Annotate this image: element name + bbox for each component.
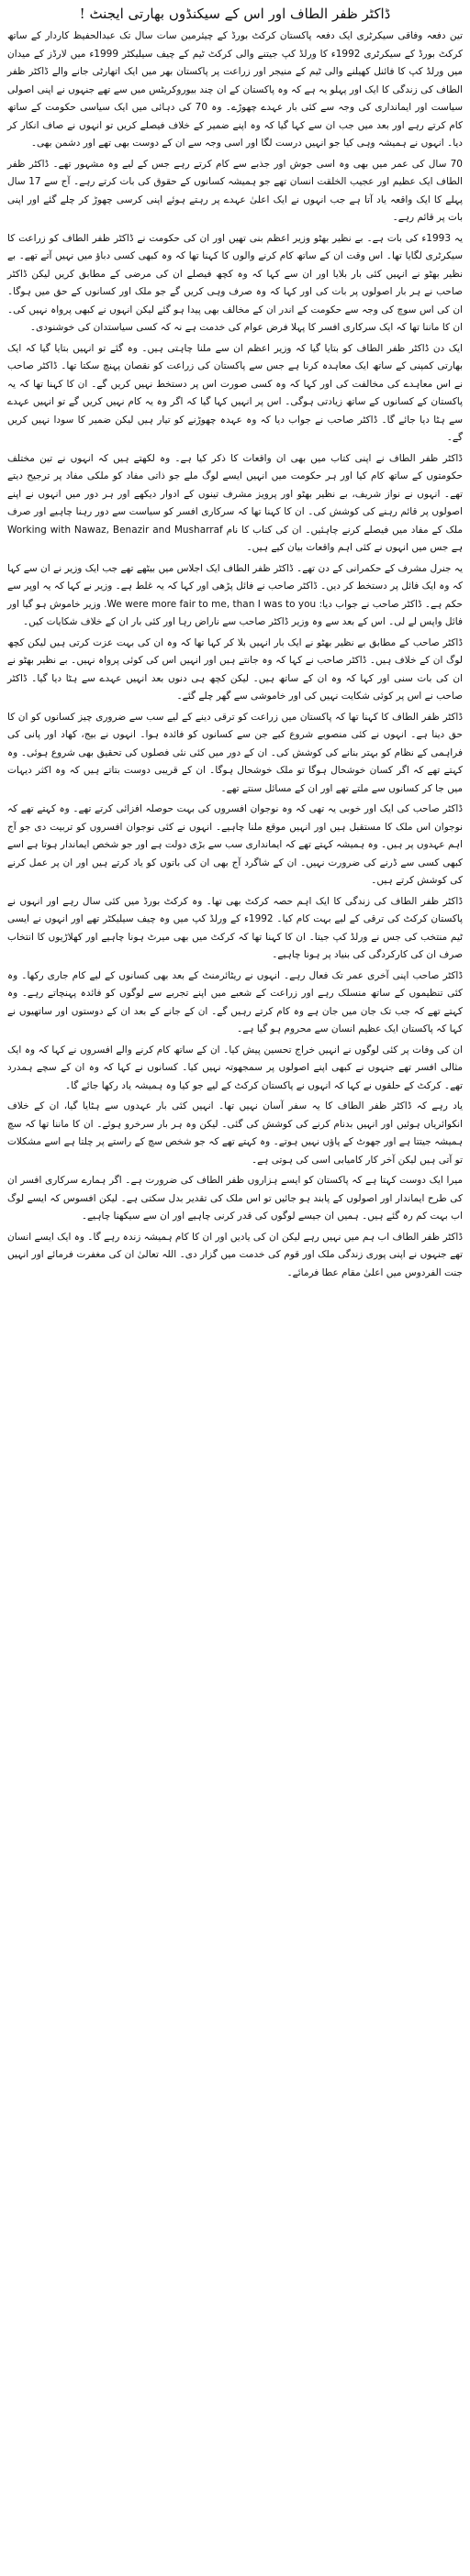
article-paragraph: ڈاکٹر ظفر الطاف نے اپنی کتاب میں بھی ان واقعات کا ذکر کیا ہے۔ وہ لکھتے ہیں کہ انہوں نے تین مختلف حکومتوں کے ساتھ کام کیا اور ہر حکومت میں انہیں ایسے لوگ ملے جو ذاتی مفاد کو ملکی مفاد پر ترجیح دیتے تھے۔ انہوں نے نواز شریف، بے نظیر بھٹو اور پرویز مشرف تینوں کے ادوار دیکھے اور ہر دور میں انہوں نے اپنے اصولوں پر قائم رہنے کی کوشش کی۔ ان کا کہنا تھا کہ سرکاری افسر کو سیاست سے دور رہنا چاہیے اور صرف ملک کے مفاد میں فیصلے کرنے چاہئیں۔ ان کی کتاب کا نام Working with Nawaz, Benazir and Musharraf ہے جس میں انہوں نے کئی اہم واقعات بیان کیے ہیں۔ bbox=[7, 452, 463, 553]
article-paragraph: ڈاکٹر صاحب اپنی آخری عمر تک فعال رہے۔ انہوں نے ریٹائرمنٹ کے بعد بھی کسانوں کے لیے کام جاری رکھا۔ وہ کئی تنظیموں کے ساتھ منسلک رہے اور زراعت کے شعبے میں اپنے تجربے سے لوگوں کو فائدہ پہنچاتے رہے۔ وہ کہتے تھے کہ جب تک جان میں جان ہے وہ کام کرتے رہیں گے۔ ان کے جانے کے بعد ان کے دوستوں اور ساتھیوں نے کہا کہ پاکستان ایک عظیم انسان سے محروم ہو گیا ہے۔ bbox=[7, 969, 463, 1034]
article-paragraph: ڈاکٹر ظفر الطاف کی زندگی کا ایک اہم حصہ کرکٹ بھی تھا۔ وہ کرکٹ بورڈ میں کئی سال رہے اور انہوں نے پاکستان کرکٹ کی ترقی کے لیے بہت کام کیا۔ 1992ء کے ورلڈ کپ میں وہ چیف سیلیکٹر تھے اور انہوں نے ایسی ٹیم منتخب کی جس نے ورلڈ کپ جیتا۔ ان کا کہنا تھا کہ کرکٹ میں بھی میرٹ ہونا چاہیے اور کھلاڑیوں کا انتخاب صرف ان کی کارکردگی کی بنیاد پر ہونا چاہیے۔ bbox=[7, 895, 464, 960]
article-paragraph: تین دفعہ وفاقی سیکرٹری ایک دفعہ پاکستان کرکٹ بورڈ کے چیئرمین سات سال تک عبدالحفیظ کاردار کے ساتھ کرکٹ بورڈ کے سیکرٹری 1992ء کا ورلڈ کپ جیتنے والی کرکٹ ٹیم کے چیف سیلیکٹر 1999ء میں لارڈز کے میدان میں ورلڈ کپ کا فائنل کھیلنے والی ٹیم کے منیجر اور زراعت پر پاکستان بھر میں ایک اتھارٹی جانے والے ڈاکٹر ظفر الطاف کی زندگی کا ایک اور پہلو یہ ہے کہ وہ پاکستان کے ان چند بیوروکریٹس میں سے تھے جنہوں نے اپنی اصولی سیاست اور ایمانداری کی وجہ سے کئی بار عہدے چھوڑے۔ وہ 70 کی دہائی میں ایک سیاسی حکومت کے ساتھ کام کرتے رہے اور بعد میں جب ان سے کہا گیا کہ وہ اپنے ضمیر کے خلاف فیصلے کریں تو انہوں نے صاف انکار کر دیا۔ انہوں نے ہمیشہ وہی کیا جو انہیں درست لگا اور اسی وجہ سے ان کے دوست بھی تھے اور دشمن بھی۔ bbox=[7, 30, 463, 149]
article-paragraph: ایک دن ڈاکٹر ظفر الطاف کو بتایا گیا کہ وزیر اعظم ان سے ملنا چاہتی ہیں۔ وہ گئے تو انہیں بتایا گیا کہ ایک بھارتی کمپنی کے ساتھ ایک معاہدہ کرنا ہے جس سے پاکستان کی زراعت کو نقصان پہنچ سکتا تھا۔ ڈاکٹر صاحب نے اس معاہدے کی مخالفت کی اور کہا کہ وہ کسی صورت اس پر دستخط نہیں کریں گے۔ ان کا کہنا تھا کہ یہ پاکستان کے کسانوں کے ساتھ زیادتی ہوگی۔ اس پر انہیں کہا گیا کہ اگر وہ یہ کام نہیں کریں گے تو انہیں عہدے سے ہٹا دیا جائے گا۔ ڈاکٹر صاحب نے جواب دیا کہ وہ عہدہ چھوڑنے کو تیار ہیں لیکن ضمیر کا سودا نہیں کریں گے۔ bbox=[7, 342, 463, 443]
article-body bbox=[7, 28, 463, 1282]
article-paragraph: یہ جنرل مشرف کے حکمرانی کے دن تھے۔ ڈاکٹر ظفر الطاف ایک اجلاس میں بیٹھے تھے جب ایک وزیر نے ان سے کہا کہ وہ ایک فائل پر دستخط کر دیں۔ ڈاکٹر صاحب نے فائل پڑھی اور کہا کہ یہ غلط ہے۔ وزیر نے کہا کہ یہ اوپر سے حکم ہے۔ ڈاکٹر صاحب نے جواب دیا: We were more fair to me, than I was to you. وزیر خاموش ہو گیا اور فائل واپس لے لی۔ اس کے بعد سے وہ وزیر ڈاکٹر صاحب سے ناراض رہا اور کئی بار ان کے خلاف شکایات کیں۔ bbox=[7, 562, 463, 627]
article-paragraph: ڈاکٹر صاحب کی ایک اور خوبی یہ تھی کہ وہ نوجوان افسروں کی بہت حوصلہ افزائی کرتے تھے۔ وہ کہتے تھے کہ نوجوان اس ملک کا مستقبل ہیں اور انہیں موقع ملنا چاہیے۔ انہوں نے کئی نوجوان افسروں کو تربیت دی جو آج اہم عہدوں پر ہیں۔ وہ ہمیشہ کہتے تھے کہ ایمانداری سب سے بڑی دولت ہے اور جو شخص ایماندار ہوتا ہے اسے کبھی کسی سے ڈرنے کی ضرورت نہیں۔ ان کے شاگرد آج بھی ان کی باتوں کو یاد کرتے ہیں اور ان پر عمل کرنے کی کوشش کرتے ہیں۔ bbox=[7, 803, 463, 886]
article-paragraph: یاد رہے کہ ڈاکٹر ظفر الطاف کا یہ سفر آسان نہیں تھا۔ انہیں کئی بار عہدوں سے ہٹایا گیا، ان کے خلاف انکوائریاں ہوئیں اور انہیں بدنام کرنے کی کوشش کی گئی۔ لیکن وہ ہر بار سرخرو ہوئے۔ ان کا ماننا تھا کہ سچ ہمیشہ جیتتا ہے اور جھوٹ کے پاؤں نہیں ہوتے۔ وہ کہتے تھے کہ جو شخص سچ کے راستے پر چلتا ہے اسے مشکلات تو آتی ہیں لیکن آخر کار کامیابی اسی کی ہوتی ہے۔ bbox=[7, 1100, 463, 1166]
article-paragraph: ان کی وفات پر کئی لوگوں نے انہیں خراج تحسین پیش کیا۔ ان کے ساتھ کام کرنے والے افسروں نے کہا کہ وہ ایک مثالی افسر تھے جنہوں نے کبھی اپنے اصولوں پر سمجھوتہ نہیں کیا۔ کسانوں نے کہا کہ وہ ان کے سچے ہمدرد تھے۔ کرکٹ کے حلقوں نے کہا کہ انہوں نے پاکستان کرکٹ کے لیے جو کیا وہ ہمیشہ یاد رکھا جائے گا۔ bbox=[7, 1044, 463, 1091]
article-paragraph: ڈاکٹر ظفر الطاف اب ہم میں نہیں رہے لیکن ان کی یادیں اور ان کا کام ہمیشہ زندہ رہے گا۔ وہ ایک ایسے انسان تھے جنہوں نے اپنی پوری زندگی ملک اور قوم کی خدمت میں گزار دی۔ اللہ تعالیٰ ان کی مغفرت فرمائے اور انہیں جنت الفردوس میں اعلیٰ مقام عطا فرمائے۔ bbox=[7, 1231, 463, 1278]
article-paragraph: 70 سال کی عمر میں بھی وہ اسی جوش اور جذبے سے کام کرتے رہے جس کے لیے وہ مشہور تھے۔ ڈاکٹر ظفر الطاف ایک عظیم اور عجیب الخلقت انسان تھے جو ہمیشہ کسانوں کے حقوق کی بات کرتے رہے۔ آج سے 17 سال پہلے کا ایک واقعہ یاد آتا ہے جب انہوں نے ایک اعلیٰ عہدے پر رہتے ہوئے اپنی کرسی چھوڑ کر چلے گئے اور اپنی بات پر قائم رہے۔ bbox=[7, 158, 463, 223]
article-paragraph: ڈاکٹر ظفر الطاف کا کہنا تھا کہ پاکستان میں زراعت کو ترقی دینے کے لیے سب سے ضروری چیز کسانوں کو ان کا حق دینا ہے۔ انہوں نے کئی منصوبے شروع کیے جن سے کسانوں کو فائدہ ہوا۔ انہوں نے بیج، کھاد اور پانی کی فراہمی کے نظام کو بہتر بنانے کی کوشش کی۔ ان کے دور میں کئی نئی فصلوں کی تحقیق بھی شروع ہوئی۔ وہ کہتے تھے کہ اگر کسان خوشحال ہوگا تو ملک خوشحال ہوگا۔ ان کے قریبی دوست بتاتے ہیں کہ وہ اکثر دیہات میں جا کر کسانوں سے ملتے تھے اور ان کے مسائل سنتے تھے۔ bbox=[7, 711, 463, 794]
article-paragraph: میرا ایک دوست کہتا ہے کہ پاکستان کو ایسے ہزاروں ظفر الطاف کی ضرورت ہے۔ اگر ہمارے سرکاری افسر ان کی طرح ایماندار اور اصولوں کے پابند ہو جائیں تو اس ملک کی تقدیر بدل سکتی ہے۔ لیکن افسوس کہ ایسے لوگ اب بہت کم رہ گئے ہیں۔ ہمیں ان جیسے لوگوں کی قدر کرنی چاہیے اور ان سے سیکھنا چاہیے۔ bbox=[7, 1175, 463, 1222]
article-paragraph: یہ 1993ء کی بات ہے۔ بے نظیر بھٹو وزیر اعظم بنی تھیں اور ان کی حکومت نے ڈاکٹر ظفر الطاف کو زراعت کا سیکرٹری لگایا تھا۔ اس وقت ان کے ساتھ کام کرنے والوں کا کہنا تھا کہ وہ کبھی کسی دباؤ میں نہیں آتے تھے۔ بے نظیر بھٹو نے انہیں کئی بار بلایا اور ان سے کہا کہ وہ کچھ فیصلے ان کی مرضی کے مطابق کریں لیکن ڈاکٹر صاحب نے ہر بار اصولوں پر بات کی اور کہا کہ وہ صرف وہی کریں گے جو ملک اور کسانوں کے حق میں ہوگا۔ ان کی اس سوچ کی وجہ سے حکومت کے اندر ان کے مخالف بھی پیدا ہو گئے لیکن انہوں نے کبھی پرواہ نہیں کی۔ ان کا ماننا تھا کہ ایک سرکاری افسر کا پہلا فرض عوام کی خدمت ہے نہ کہ کسی سیاستدان کی خوشنودی۔ bbox=[7, 232, 463, 333]
article-headline: ڈاکٹر ظفر الطاف اور اس کے سیکنڈوں بھارتی ایجنٹ ! bbox=[79, 6, 391, 22]
article-paragraph: ڈاکٹر صاحب کے مطابق بے نظیر بھٹو نے ایک بار انہیں بلا کر کہا تھا کہ وہ ان کی بہت عزت کرتی ہیں لیکن کچھ لوگ ان کے خلاف ہیں۔ ڈاکٹر صاحب نے کہا کہ وہ جانتے ہیں اور انہیں اس کی کوئی پرواہ نہیں۔ بے نظیر بھٹو نے ان کی بات سنی اور کہا کہ وہ ان کے ساتھ ہیں۔ لیکن کچھ ہی دنوں بعد انہیں عہدے سے ہٹا دیا گیا۔ ڈاکٹر صاحب نے اس پر کوئی شکایت نہیں کی اور خاموشی سے گھر چلے گئے۔ bbox=[7, 636, 463, 702]
